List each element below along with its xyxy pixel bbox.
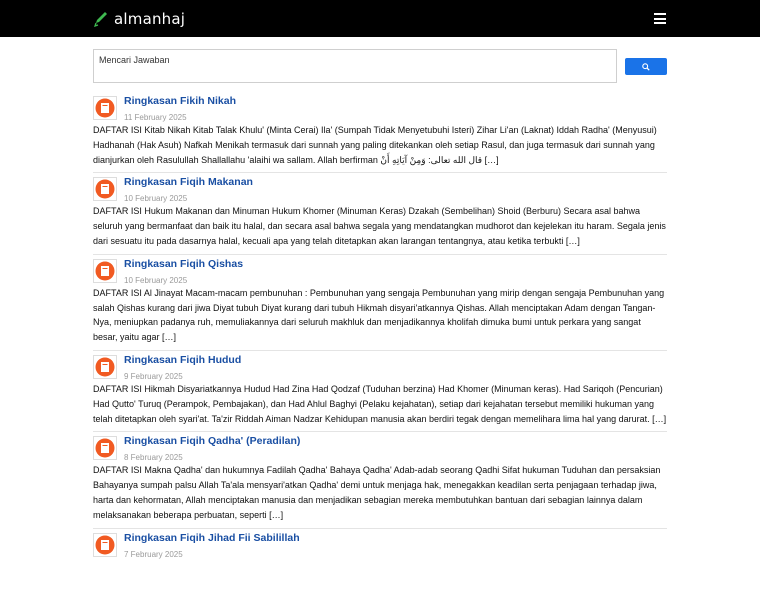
main-content <box>93 49 667 565</box>
book-logo-icon <box>95 179 115 199</box>
post-title-link[interactable]: Ringkasan Fiqih Hudud <box>124 353 242 366</box>
book-logo-icon <box>95 98 115 118</box>
site-name: almanhaj <box>114 9 186 28</box>
post-list <box>93 92 667 565</box>
hamburger-menu-icon[interactable] <box>654 13 666 24</box>
post-item <box>93 173 667 254</box>
search-field[interactable] <box>93 49 617 83</box>
post-thumbnail[interactable] <box>93 533 117 557</box>
post-excerpt: DAFTAR ISI Al Jinayat Macam-macam pembunuhan : Pembunuhan yang sengaja Pembunuhan yang mirip dengan sengaja Pembunuhan yang salah Qishas kurang dari jiwa Diyat tubuh Diyat kurang dari tubuh Hikmah disyari'atkannya Qishas. Allah menciptakan Adam dengan Tangan-Nya, meniupkan padanya ruh, memuliakannya dari seluruh makhluk dan menjadikannya kholifah dimuka bumi untuk perkara yang sangat besar, yaitu agar […] <box>93 287 665 343</box>
post-item <box>93 255 667 351</box>
book-logo-icon <box>95 261 115 281</box>
post-header <box>93 436 667 462</box>
book-logo-icon <box>95 535 115 555</box>
post-date: 11 February 2025 <box>124 113 187 122</box>
post-item <box>93 92 667 173</box>
site-brand[interactable] <box>94 10 185 28</box>
post-item <box>93 351 667 432</box>
search-input[interactable] <box>99 55 611 65</box>
book-logo-icon <box>95 438 115 458</box>
post-meta <box>124 177 253 203</box>
post-title-link[interactable]: Ringkasan Fikih Nikah <box>124 95 237 107</box>
post-thumbnail[interactable] <box>93 96 117 120</box>
search-icon <box>642 63 650 71</box>
post-date: 10 February 2025 <box>124 194 188 204</box>
top-navigation-bar <box>0 0 760 37</box>
quill-pen-icon <box>94 11 108 27</box>
post-header <box>93 355 667 381</box>
post-thumbnail[interactable] <box>93 259 117 283</box>
post-title-link[interactable]: Ringkasan Fiqih Jihad Fii Sabilillah <box>124 531 300 544</box>
post-excerpt: DAFTAR ISI Makna Qadha' dan hukumnya Fadilah Qadha' Bahaya Qadha' Adab-adab seorang Qadhi Sifat hukuman Tuduhan dan persaksian Bahayanya sumpah palsu Allah Ta'ala mensyari'atkan Qadha' demi untuk menjaga hak, menegakkan keadilan serta penjagaan terhadap jiwa, harta dan kehormatan, Allah menciptakan manusia dan menjadikan sebagian mereka membutuhkan bantuan dari sebagian lainnya dalam melaksanakan beberapa perbuatan, seperti […] <box>93 465 661 520</box>
post-date: 10 February 2025 <box>124 275 188 285</box>
post-thumbnail[interactable] <box>93 436 117 460</box>
post-title-link[interactable]: Ringkasan Fiqih Qishas <box>124 257 244 270</box>
search-row <box>93 49 667 83</box>
search-button[interactable] <box>625 58 667 75</box>
post-meta <box>124 259 243 285</box>
post-date: 9 February 2025 <box>124 371 183 381</box>
post-header <box>93 177 667 203</box>
post-thumbnail[interactable] <box>93 177 117 201</box>
post-excerpt: DAFTAR ISI Kitab Nikah Kitab Talak Khulu' (Minta Cerai) Ila' (Sumpah Tidak Menyetubuhi Isteri) Zihar Li'an (Laknat) Iddah Radha' (Menyusui) Hadhanah (Hak Asuh) Nafkah Menikah termasuk dari sunnah yang paling ditekankan oleh setiap Rasul, dan juga termasuk dari sunnah yang dianjurkan oleh Rasulullah Shallallahu 'alaihi wa sallam. Allah berfirman قال الله تعالى: وَمِنْ آيَاتِهِ أَنْ […] <box>93 125 657 165</box>
post-date: 8 February 2025 <box>124 453 183 463</box>
post-thumbnail[interactable] <box>93 355 117 379</box>
book-logo-icon <box>95 357 115 377</box>
post-header <box>93 533 667 559</box>
post-meta <box>124 96 236 122</box>
post-header <box>93 96 667 122</box>
post-title-link[interactable]: Ringkasan Fiqih Makanan <box>124 176 253 189</box>
post-header <box>93 259 667 285</box>
post-item <box>93 529 667 565</box>
post-meta <box>124 355 241 381</box>
post-item <box>93 432 667 528</box>
post-meta <box>124 533 300 559</box>
post-meta <box>124 436 300 462</box>
post-title-link[interactable]: Ringkasan Fiqih Qadha' (Peradilan) <box>124 435 301 448</box>
post-excerpt: DAFTAR ISI Hikmah Disyariatkannya Hudud Had Zina Had Qodzaf (Tuduhan berzina) Had Khomer (Minuman keras). Had Sariqoh (Pencurian) Had Qutto' Turuq (Perampok, Pembajakan), dan Had Ahlul Baghyi (Pelaku kejahatan), setiap dari kejahatan tersebut memiliki hukuman yang telah ditetapkan oleh syari'at. Ta'zir Riddah Aiman Nadzar Kehidupan manusia akan berdiri tegak dengan memelihara lima hal yang darurat. […] <box>93 383 667 424</box>
post-date: 7 February 2025 <box>124 549 183 559</box>
post-excerpt: DAFTAR ISI Hukum Makanan dan Minuman Hukum Khomer (Minuman Keras) Dzakah (Sembelihan) Shoid (Berburu) Secara asal bahwa seluruh yang bermanfaat dan baik itu halal, dan secara asal bahwa segala yang mendatangkan mudhorot dan kejelekan itu haram. Segala jenis dari sesuatu itu pada dasarnya halal, kecuali apa yang telah ditetapkan akan larangan tentangnya, atau ketika terbukti […] <box>93 206 666 246</box>
